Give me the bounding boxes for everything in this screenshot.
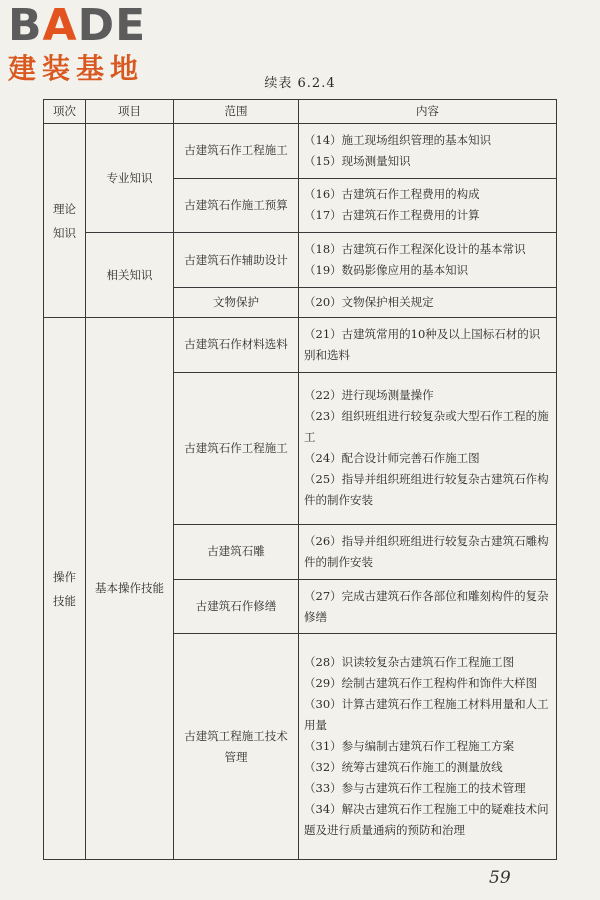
content-line: （31）参与编制古建筑石作工程施工方案 [304, 739, 515, 754]
category-theory: 理论知识 [44, 124, 86, 318]
category-skills: 操作技能 [44, 318, 86, 860]
table-row [44, 233, 557, 288]
content-line: （27）完成古建筑石作各部位和雕刻构件的复杂修缮 [304, 588, 549, 624]
content-line: （19）数码影像应用的基本知识 [304, 263, 469, 278]
content-cell [299, 634, 557, 860]
scope-cell: 古建筑石作工程施工 [174, 372, 299, 524]
scope-cell: 古建筑石作材料选料 [174, 318, 299, 373]
table-row [44, 318, 557, 373]
content-cell [299, 579, 557, 634]
logo-wordmark: BADE [8, 0, 147, 51]
content-line: （24）配合设计师完善石作施工图 [304, 451, 480, 466]
content-line: （14）施工现场组织管理的基本知识 [304, 132, 492, 147]
scope-cell: 古建筑工程施工技术管理 [174, 634, 299, 860]
content-line: （17）古建筑石作工程费用的计算 [304, 208, 480, 223]
content-line: （32）统筹古建筑石作施工的测量放线 [304, 760, 503, 775]
content-cell [299, 372, 557, 524]
content-line: （29）绘制古建筑石作工程构件和饰件大样图 [304, 676, 538, 691]
scope-cell: 古建筑石作辅助设计 [174, 233, 299, 288]
content-cell [299, 287, 557, 317]
content-line: （15）现场测量知识 [304, 153, 411, 168]
content-cell [299, 178, 557, 233]
content-line: （34）解决古建筑石作工程施工中的疑难技术问题及进行质量通病的预防和治理 [304, 802, 549, 838]
item-professional-knowledge: 专业知识 [86, 124, 174, 233]
content-line: （22）进行现场测量操作 [304, 388, 434, 403]
item-related-knowledge: 相关知识 [86, 233, 174, 318]
skills-table [43, 99, 557, 860]
content-cell [299, 233, 557, 288]
content-line: （25）指导并组织班组进行较复杂古建筑石作构件的制作安装 [304, 472, 549, 508]
header-item: 项目 [86, 100, 174, 124]
content-line: （20）文物保护相关规定 [304, 295, 434, 310]
content-cell [299, 318, 557, 373]
page-number: 59 [489, 868, 511, 888]
content-line: （26）指导并组织班组进行较复杂古建筑石雕构件的制作安装 [304, 533, 549, 569]
table-header-row [44, 100, 557, 124]
item-basic-skills: 基本操作技能 [86, 318, 174, 860]
header-index: 项次 [44, 100, 86, 124]
scope-cell: 文物保护 [174, 287, 299, 317]
content-line: （30）计算古建筑石作工程施工材料用量和人工用量 [304, 697, 549, 733]
content-line: （18）古建筑石作工程深化设计的基本常识 [304, 242, 526, 257]
content-cell [299, 124, 557, 179]
content-cell [299, 525, 557, 580]
scope-cell: 古建筑石作工程施工 [174, 124, 299, 179]
content-line: （21）古建筑常用的10种及以上国标石材的识别和选料 [304, 326, 541, 362]
scope-cell: 古建筑石雕 [174, 525, 299, 580]
header-scope: 范围 [174, 100, 299, 124]
content-line: （23）组织班组进行较复杂或大型石作工程的施工 [304, 409, 549, 445]
content-line: （33）参与古建筑石作工程施工的技术管理 [304, 781, 526, 796]
content-line: （28）识读较复杂古建筑石作工程施工图 [304, 655, 515, 670]
table-caption: 续表 6.2.4 [264, 76, 336, 91]
scope-cell: 古建筑石作修缮 [174, 579, 299, 634]
table-row [44, 124, 557, 179]
logo-subtitle: 建装基地 [8, 52, 145, 85]
content-line: （16）古建筑石作工程费用的构成 [304, 187, 480, 202]
scope-cell: 古建筑石作施工预算 [174, 178, 299, 233]
header-content: 内容 [299, 100, 557, 124]
